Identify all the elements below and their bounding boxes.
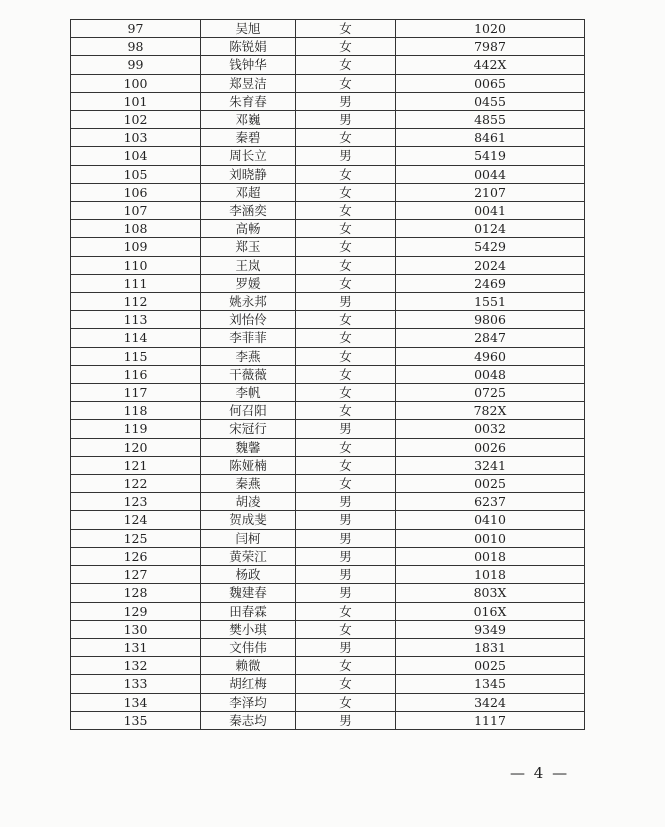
- name-cell: 吴旭: [201, 20, 296, 38]
- gender-cell: 女: [296, 165, 396, 183]
- row-number-cell: 102: [71, 111, 201, 129]
- name-cell: 朱育春: [201, 92, 296, 110]
- name-cell: 李泽均: [201, 693, 296, 711]
- id-suffix-cell: 0065: [396, 74, 585, 92]
- gender-cell: 女: [296, 365, 396, 383]
- row-number-cell: 110: [71, 256, 201, 274]
- table-row: [71, 620, 585, 638]
- name-cell: 罗媛: [201, 274, 296, 292]
- id-suffix-cell: 1345: [396, 675, 585, 693]
- gender-cell: 男: [296, 584, 396, 602]
- id-suffix-cell: 4960: [396, 347, 585, 365]
- table-row: [71, 111, 585, 129]
- gender-cell: 男: [296, 511, 396, 529]
- table-row: [71, 38, 585, 56]
- table-row: [71, 675, 585, 693]
- table-row: [71, 293, 585, 311]
- name-cell: 闫柯: [201, 529, 296, 547]
- gender-cell: 女: [296, 438, 396, 456]
- id-suffix-cell: 0032: [396, 420, 585, 438]
- table-row: [71, 438, 585, 456]
- id-suffix-cell: 9349: [396, 620, 585, 638]
- name-cell: 李燕: [201, 347, 296, 365]
- table-row: [71, 347, 585, 365]
- id-suffix-cell: 0025: [396, 657, 585, 675]
- table-row: [71, 529, 585, 547]
- row-number-cell: 128: [71, 584, 201, 602]
- row-number-cell: 118: [71, 402, 201, 420]
- id-suffix-cell: 0010: [396, 529, 585, 547]
- id-suffix-cell: 016X: [396, 602, 585, 620]
- gender-cell: 男: [296, 547, 396, 565]
- gender-cell: 女: [296, 256, 396, 274]
- name-cell: 陈娅楠: [201, 456, 296, 474]
- name-cell: 贺成斐: [201, 511, 296, 529]
- name-cell: 干薇薇: [201, 365, 296, 383]
- name-cell: 秦碧: [201, 129, 296, 147]
- table-row: [71, 147, 585, 165]
- id-suffix-cell: 2107: [396, 183, 585, 201]
- name-cell: 魏馨: [201, 438, 296, 456]
- gender-cell: 男: [296, 529, 396, 547]
- name-cell: 周长立: [201, 147, 296, 165]
- row-number-cell: 124: [71, 511, 201, 529]
- id-suffix-cell: 782X: [396, 402, 585, 420]
- name-cell: 李涵奕: [201, 202, 296, 220]
- name-cell: 赖微: [201, 657, 296, 675]
- table-row: [71, 92, 585, 110]
- row-number-cell: 97: [71, 20, 201, 38]
- name-cell: 李菲菲: [201, 329, 296, 347]
- id-suffix-cell: 442X: [396, 56, 585, 74]
- id-suffix-cell: 803X: [396, 584, 585, 602]
- name-cell: 姚永邦: [201, 293, 296, 311]
- id-suffix-cell: 1117: [396, 711, 585, 729]
- id-suffix-cell: 9806: [396, 311, 585, 329]
- gender-cell: 女: [296, 693, 396, 711]
- table-row: [71, 274, 585, 292]
- name-cell: 郑昱洁: [201, 74, 296, 92]
- gender-cell: 男: [296, 711, 396, 729]
- table-row: [71, 256, 585, 274]
- table-row: [71, 456, 585, 474]
- row-number-cell: 103: [71, 129, 201, 147]
- name-cell: 胡红梅: [201, 675, 296, 693]
- gender-cell: 女: [296, 675, 396, 693]
- row-number-cell: 100: [71, 74, 201, 92]
- table-row: [71, 311, 585, 329]
- name-cell: 魏建春: [201, 584, 296, 602]
- row-number-cell: 112: [71, 293, 201, 311]
- row-number-cell: 117: [71, 384, 201, 402]
- name-cell: 田春霖: [201, 602, 296, 620]
- id-suffix-cell: 7987: [396, 38, 585, 56]
- roster-table-body: [71, 20, 585, 730]
- row-number-cell: 125: [71, 529, 201, 547]
- id-suffix-cell: 0026: [396, 438, 585, 456]
- table-row: [71, 384, 585, 402]
- table-row: [71, 420, 585, 438]
- gender-cell: 女: [296, 220, 396, 238]
- id-suffix-cell: 0124: [396, 220, 585, 238]
- table-row: [71, 165, 585, 183]
- name-cell: 刘怡伶: [201, 311, 296, 329]
- id-suffix-cell: 2847: [396, 329, 585, 347]
- id-suffix-cell: 6237: [396, 493, 585, 511]
- table-row: [71, 329, 585, 347]
- name-cell: 郑玉: [201, 238, 296, 256]
- name-cell: 王岚: [201, 256, 296, 274]
- gender-cell: 女: [296, 402, 396, 420]
- row-number-cell: 130: [71, 620, 201, 638]
- id-suffix-cell: 0018: [396, 547, 585, 565]
- id-suffix-cell: 3424: [396, 693, 585, 711]
- id-suffix-cell: 1020: [396, 20, 585, 38]
- gender-cell: 男: [296, 111, 396, 129]
- table-row: [71, 365, 585, 383]
- id-suffix-cell: 4855: [396, 111, 585, 129]
- row-number-cell: 119: [71, 420, 201, 438]
- gender-cell: 女: [296, 329, 396, 347]
- roster-table: [70, 19, 585, 730]
- gender-cell: 女: [296, 56, 396, 74]
- row-number-cell: 134: [71, 693, 201, 711]
- name-cell: 秦志均: [201, 711, 296, 729]
- row-number-cell: 129: [71, 602, 201, 620]
- name-cell: 何召阳: [201, 402, 296, 420]
- name-cell: 高畅: [201, 220, 296, 238]
- table-row: [71, 602, 585, 620]
- row-number-cell: 120: [71, 438, 201, 456]
- roster-table-container: [70, 19, 584, 730]
- id-suffix-cell: 1018: [396, 566, 585, 584]
- table-row: [71, 220, 585, 238]
- id-suffix-cell: 0041: [396, 202, 585, 220]
- id-suffix-cell: 8461: [396, 129, 585, 147]
- id-suffix-cell: 0410: [396, 511, 585, 529]
- table-row: [71, 693, 585, 711]
- id-suffix-cell: 0048: [396, 365, 585, 383]
- table-row: [71, 657, 585, 675]
- row-number-cell: 104: [71, 147, 201, 165]
- row-number-cell: 108: [71, 220, 201, 238]
- row-number-cell: 135: [71, 711, 201, 729]
- row-number-cell: 98: [71, 38, 201, 56]
- gender-cell: 女: [296, 620, 396, 638]
- row-number-cell: 123: [71, 493, 201, 511]
- id-suffix-cell: 5419: [396, 147, 585, 165]
- gender-cell: 男: [296, 638, 396, 656]
- row-number-cell: 132: [71, 657, 201, 675]
- table-row: [71, 56, 585, 74]
- id-suffix-cell: 5429: [396, 238, 585, 256]
- name-cell: 邓超: [201, 183, 296, 201]
- id-suffix-cell: 3241: [396, 456, 585, 474]
- name-cell: 钱钟华: [201, 56, 296, 74]
- gender-cell: 女: [296, 74, 396, 92]
- page-number: — 4 —: [510, 764, 570, 782]
- id-suffix-cell: 1551: [396, 293, 585, 311]
- table-row: [71, 493, 585, 511]
- gender-cell: 女: [296, 602, 396, 620]
- row-number-cell: 106: [71, 183, 201, 201]
- gender-cell: 男: [296, 420, 396, 438]
- name-cell: 胡凌: [201, 493, 296, 511]
- table-row: [71, 238, 585, 256]
- name-cell: 宋冠行: [201, 420, 296, 438]
- table-row: [71, 584, 585, 602]
- row-number-cell: 122: [71, 475, 201, 493]
- row-number-cell: 115: [71, 347, 201, 365]
- row-number-cell: 99: [71, 56, 201, 74]
- row-number-cell: 101: [71, 92, 201, 110]
- gender-cell: 女: [296, 20, 396, 38]
- name-cell: 陈锐娟: [201, 38, 296, 56]
- gender-cell: 女: [296, 456, 396, 474]
- gender-cell: 男: [296, 92, 396, 110]
- gender-cell: 女: [296, 238, 396, 256]
- gender-cell: 男: [296, 493, 396, 511]
- gender-cell: 女: [296, 657, 396, 675]
- gender-cell: 男: [296, 293, 396, 311]
- name-cell: 秦燕: [201, 475, 296, 493]
- table-row: [71, 74, 585, 92]
- table-row: [71, 511, 585, 529]
- gender-cell: 女: [296, 384, 396, 402]
- name-cell: 黄荣江: [201, 547, 296, 565]
- id-suffix-cell: 0455: [396, 92, 585, 110]
- row-number-cell: 105: [71, 165, 201, 183]
- gender-cell: 女: [296, 347, 396, 365]
- name-cell: 杨政: [201, 566, 296, 584]
- row-number-cell: 133: [71, 675, 201, 693]
- name-cell: 李帆: [201, 384, 296, 402]
- row-number-cell: 109: [71, 238, 201, 256]
- table-row: [71, 202, 585, 220]
- row-number-cell: 121: [71, 456, 201, 474]
- row-number-cell: 131: [71, 638, 201, 656]
- name-cell: 樊小琪: [201, 620, 296, 638]
- table-row: [71, 183, 585, 201]
- row-number-cell: 116: [71, 365, 201, 383]
- name-cell: 刘晓静: [201, 165, 296, 183]
- gender-cell: 女: [296, 38, 396, 56]
- id-suffix-cell: 0025: [396, 475, 585, 493]
- gender-cell: 男: [296, 147, 396, 165]
- table-row: [71, 20, 585, 38]
- table-row: [71, 566, 585, 584]
- table-row: [71, 402, 585, 420]
- row-number-cell: 114: [71, 329, 201, 347]
- table-row: [71, 711, 585, 729]
- id-suffix-cell: 1831: [396, 638, 585, 656]
- gender-cell: 女: [296, 311, 396, 329]
- gender-cell: 女: [296, 129, 396, 147]
- gender-cell: 女: [296, 475, 396, 493]
- id-suffix-cell: 0725: [396, 384, 585, 402]
- table-row: [71, 475, 585, 493]
- table-row: [71, 638, 585, 656]
- id-suffix-cell: 2469: [396, 274, 585, 292]
- row-number-cell: 127: [71, 566, 201, 584]
- gender-cell: 女: [296, 202, 396, 220]
- name-cell: 邓巍: [201, 111, 296, 129]
- table-row: [71, 547, 585, 565]
- table-row: [71, 129, 585, 147]
- id-suffix-cell: 2024: [396, 256, 585, 274]
- id-suffix-cell: 0044: [396, 165, 585, 183]
- name-cell: 文伟伟: [201, 638, 296, 656]
- row-number-cell: 113: [71, 311, 201, 329]
- row-number-cell: 107: [71, 202, 201, 220]
- row-number-cell: 126: [71, 547, 201, 565]
- gender-cell: 女: [296, 274, 396, 292]
- gender-cell: 女: [296, 183, 396, 201]
- row-number-cell: 111: [71, 274, 201, 292]
- gender-cell: 男: [296, 566, 396, 584]
